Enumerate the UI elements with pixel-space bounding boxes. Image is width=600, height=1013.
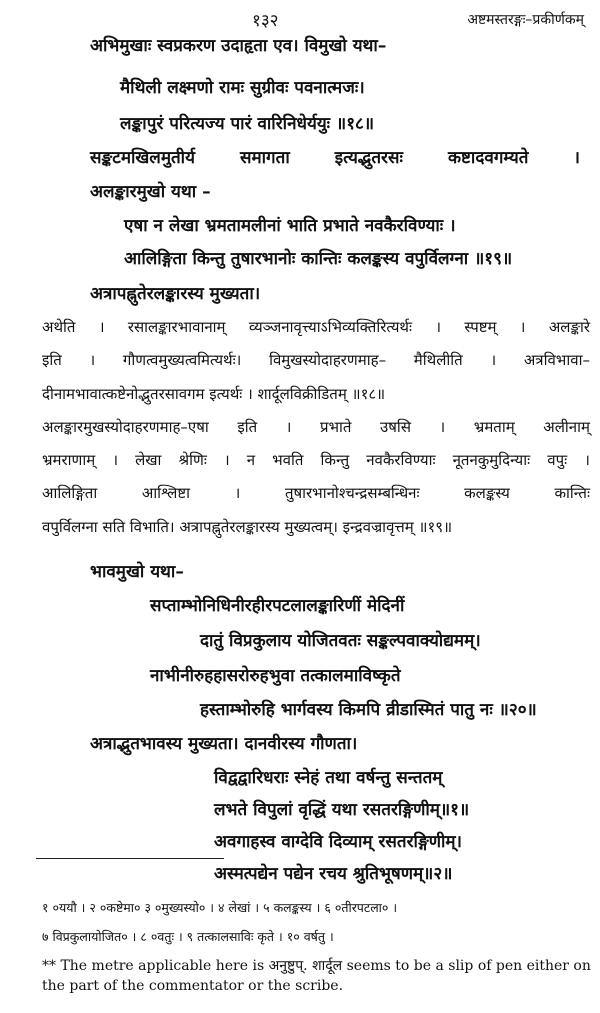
- text-line: वपुर्विलग्ना सति विभाति। अत्रापह्नुतेरलङ्कारस्य मुख्यत्वम्। इन्द्रवज्रावृत्तम् ॥१९॥: [42, 518, 453, 536]
- text-line: सङ्कटमखिलमुतीर्य समागता इत्यद्भुतरसः कष्टादवगम्यते ।: [90, 148, 580, 168]
- text-line: हस्ताम्भोरुहि भार्गवस्य किमपि व्रीडास्मितं पातु नः ॥२०॥: [200, 700, 537, 720]
- text-line: विद्वद्वारिधराः स्नेहं तथा वर्षन्तु सन्ततम्: [214, 768, 443, 788]
- text-line: अत्रापह्नुतेरलङ्कारस्य मुख्यता।: [90, 284, 261, 304]
- text-line: एषा न लेखा भ्रमतामलीनां भाति प्रभाते नवकैरविण्याः ।: [124, 216, 456, 236]
- editor-note: ** The metre applicable here is अनुष्टुप्. शार्दूल seems to be a slip of pen either on the part of the commentator or the scribe.: [42, 958, 591, 994]
- text-line: लङ्कापुरं परित्यज्य पारं वारिनिधेर्ययुः ॥१८॥: [120, 114, 375, 134]
- running-head: अष्टमस्तरङ्गः–प्रकीर्णकम्: [467, 12, 584, 28]
- text-line: सप्ताम्भोनिधिनीरहीरपटलालङ्कारिणीं मेदिनीं: [150, 596, 405, 616]
- footnote-line-2: ७ विप्रकुलायोजित० । ८ ०वतुः । ९ तत्कालसाविः कृते । १० वर्षतु ।: [42, 929, 334, 944]
- text-line: दातुं विप्रकुलाय योजितवतः सङ्कल्पवाक्योद्यमम्।: [200, 631, 481, 651]
- footnote-rule: [36, 858, 224, 859]
- text-line: आलिङ्गिता आश्लिष्टा । तुषारभानोश्चन्द्रसम्बन्धिनः कलङ्कस्य कान्तिः: [42, 484, 590, 502]
- page-number: १३२: [252, 11, 279, 31]
- text-line: इति । गौणत्वमुख्यत्वमित्यर्थः। विमुखस्योदाहरणमाह– मैथिलीति । अत्रविभावा–: [42, 351, 590, 369]
- text-line: अलङ्कारमुखस्योदाहरणमाह–एषा इति । प्रभाते उषसि । भ्रमताम् अलीनाम्: [42, 418, 590, 436]
- text-line: अस्मत्पद्येन पद्येन रचय श्रुतिभूषणम्॥२॥: [214, 864, 453, 884]
- text-line: मैथिली लक्ष्मणो रामः सुग्रीवः पवनात्मजः।: [120, 78, 365, 98]
- text-line: भावमुखो यथा–: [90, 562, 184, 582]
- text-line: अभिमुखाः स्वप्रकरण उदाहृता एव। विमुखो यथा–: [90, 36, 387, 56]
- text-line: नाभीनीरुहहासरोरुहभुवा तत्कालमाविष्कृते: [150, 666, 401, 686]
- text-line: अत्राद्भुतभावस्य मुख्यता। दानवीरस्य गौणता।: [90, 734, 358, 754]
- footnote-line-1: १ ०ययौ । २ ०कष्टेमा० ३ ०मुख्यस्यो० । ४ लेखां । ५ कलङ्कस्य । ६ ०तीरपटला० ।: [42, 900, 398, 915]
- text-line: लभते विपुलां वृद्धिं यथा रसतरङ्गिणीम्॥१॥: [214, 800, 470, 820]
- text-line: भ्रमराणाम् । लेखा श्रेणिः । न भवति किन्तु नवकैरविण्याः नूतनकुमुदिन्याः वपुः ।: [42, 451, 590, 469]
- page-header: [0, 8, 600, 32]
- text-line: अलङ्कारमुखो यथा –: [90, 182, 211, 202]
- text-line: दीनामभावात्कष्टेनोद्भुतरसावगम इत्यर्थः । शार्दूलविक्रीडितम् ॥१८॥: [42, 385, 386, 403]
- text-line: अथेति । रसालङ्कारभावानाम् व्यञ्जनावृत्त्याऽभिव्यक्तिरित्यर्थः । स्पष्टम् । अलङ्कारे: [42, 318, 590, 336]
- text-line: आलिङ्गिता किन्तु तुषारभानोः कान्तिः कलङ्कस्य वपुर्विलग्ना ॥१९॥: [124, 249, 513, 269]
- text-line: अवगाहस्व वाग्देवि दिव्याम् रसतरङ्गिणीम्।: [214, 832, 463, 852]
